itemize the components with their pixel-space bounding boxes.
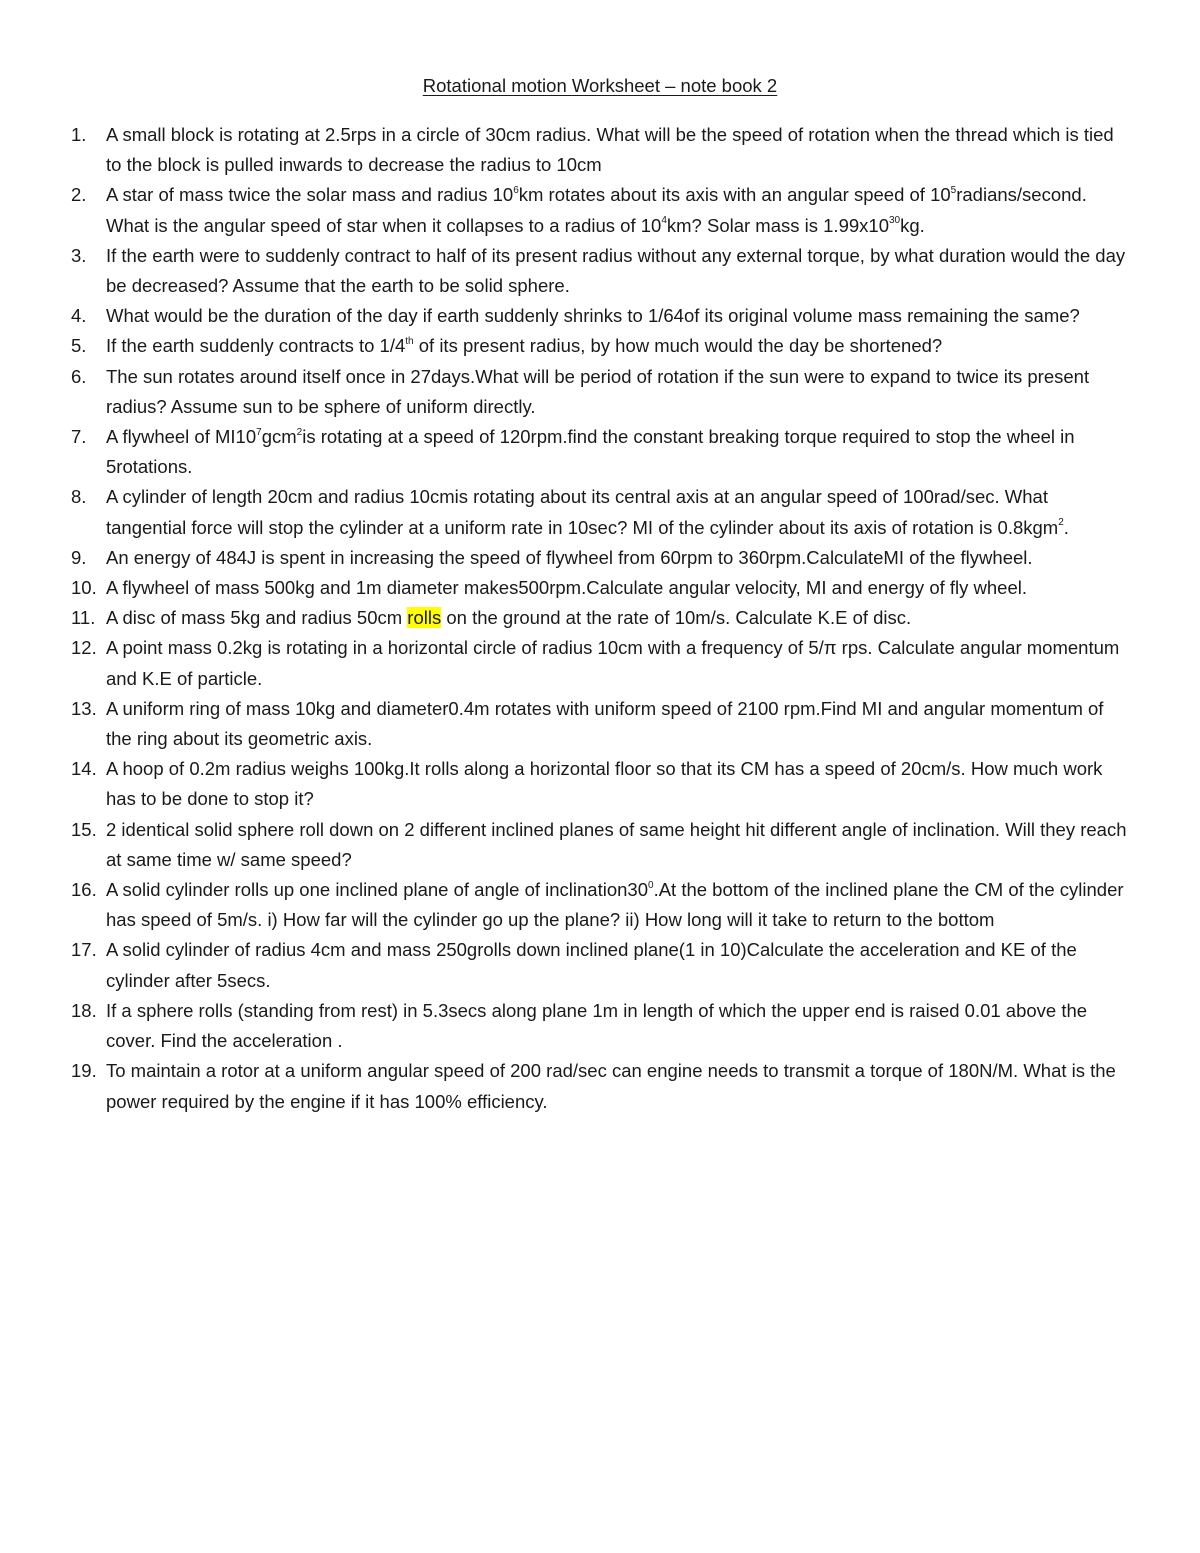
question-text: [106, 758, 1102, 809]
question-number: 15.: [71, 818, 97, 840]
question-text: [106, 698, 1103, 749]
text-run: The sun rotates around itself once in 27days.What will be period of rotation if the sun were to expand to twice its present radius? Assume sun to be sphere of uniform directly.: [106, 365, 1090, 417]
text-run: A solid cylinder of radius 4cm and mass 250grolls down inclined plane(1 in 10)Calculate the acceleration and KE of the cylinder after 5secs.: [106, 939, 1077, 991]
question-text: [106, 245, 1125, 296]
question-number: 12.: [71, 637, 97, 659]
text-run: is rotating at a speed of 120rpm.find the constant breaking torque required to stop the wheel in 5rotations.: [106, 426, 1075, 478]
question-text: [106, 577, 1027, 598]
text-run: A hoop of 0.2m radius weighs 100kg.It rolls along a horizontal floor so that its CM has a speed of 20cm/s. How much work has to be done to stop it?: [106, 758, 1103, 810]
superscript: th: [405, 336, 414, 348]
question-number: 16.: [71, 879, 97, 901]
question-text: [106, 1060, 1116, 1111]
superscript: 5: [950, 185, 957, 197]
question-number: 8.: [71, 486, 87, 508]
question-item: [0, 362, 1200, 422]
text-run: If the earth suddenly contracts to 1/4: [106, 335, 406, 357]
question-number: 5.: [71, 335, 87, 357]
superscript: 4: [661, 215, 667, 227]
question-text: [106, 305, 1080, 326]
question-number: 2.: [71, 184, 87, 206]
text-run: A flywheel of MI10: [106, 426, 257, 448]
question-item: [0, 301, 1200, 331]
question-item: [0, 180, 1200, 240]
question-number: 17.: [71, 939, 97, 961]
text-run: radians/second. What is the angular speed of star when it collapses to a radius of 10: [106, 184, 1087, 236]
question-text: [106, 335, 942, 356]
text-run: An energy of 484J is spent in increasing the speed of flywheel from 60rpm to 360rpm.CalculateMI of the flywheel.: [106, 546, 1033, 568]
question-number: 6.: [71, 365, 87, 387]
question-text: [106, 1000, 1087, 1051]
question-item: [0, 482, 1200, 542]
text-run: km rotates about its axis with an angular speed of 10: [518, 184, 951, 206]
question-item: [0, 543, 1200, 573]
text-run: A uniform ring of mass 10kg and diameter0.4m rotates with uniform speed of 2100 rpm.Find MI and angular momentum of the ring about its geometric axis.: [106, 697, 1104, 750]
text-run: A cylinder of length 20cm and radius 10cmis rotating about its central axis at an angular speed of 100rad/sec. What tangential force will stop the cylinder at a uniform rate in 10sec? MI of the cylinder about its axis of rotation is 0.8kgm: [106, 486, 1059, 538]
question-number: 10.: [71, 577, 97, 599]
text-run: What would be the duration of the day if earth suddenly shrinks to 1/64of its original volume mass remaining the same?: [106, 305, 1080, 327]
question-number: 3.: [71, 244, 87, 266]
text-run: kg.: [900, 214, 925, 236]
question-item: [0, 754, 1200, 814]
text-run: A star of mass twice the solar mass and radius 10: [106, 184, 514, 206]
text-run: of its present radius, by how much would the day be shortened?: [413, 335, 943, 357]
question-number: 4.: [71, 305, 87, 327]
question-item: [0, 331, 1200, 361]
text-run: gcm: [261, 426, 297, 448]
question-item: [0, 120, 1200, 180]
question-item: [0, 815, 1200, 875]
text-run: A solid cylinder rolls up one inclined plane of angle of inclination30: [106, 879, 648, 901]
question-item: [0, 935, 1200, 995]
question-text: [106, 819, 1127, 870]
superscript: 0: [648, 879, 654, 891]
superscript: 7: [256, 426, 262, 438]
question-number: 13.: [71, 697, 97, 719]
text-run: on the ground at the rate of 10m/s. Calculate K.E of disc.: [441, 607, 912, 629]
text-run: If the earth were to suddenly contract to half of its present radius without any external torque, by what duration would the day be decreased? Assume that the earth to be solid sphere.: [106, 244, 1126, 297]
text-run: .At the bottom of the inclined plane the CM of the cylinder has speed of 5m/s. i) How far will the cylinder go up the plane? ii) How long will it take to return to the bottom: [106, 879, 1124, 931]
question-number: 14.: [71, 758, 97, 780]
question-number: 18.: [71, 999, 97, 1021]
question-item: [0, 633, 1200, 693]
question-text: [106, 486, 1069, 537]
text-run: A point mass 0.2kg is rotating in a horizontal circle of radius 10cm with a frequency of 5/π rps. Calculate angular momentum and K.E of particle.: [106, 637, 1120, 689]
question-text: [106, 547, 1033, 568]
highlighted-word: rolls: [407, 607, 442, 629]
superscript: 6: [513, 185, 519, 197]
question-item: [0, 996, 1200, 1056]
question-text: [106, 426, 1075, 477]
text-run: .: [1063, 516, 1069, 538]
question-item: [0, 241, 1200, 301]
question-item: [0, 694, 1200, 754]
question-number: 9.: [71, 546, 87, 568]
question-item: [0, 603, 1200, 633]
superscript: 30: [888, 215, 901, 227]
page-title: Rotational motion Worksheet – note book 2: [422, 75, 778, 96]
text-run: km? Solar mass is 1.99x10: [666, 214, 889, 236]
question-number: 1.: [71, 124, 87, 145]
question-number: 11.: [71, 607, 96, 629]
question-text: [106, 879, 1124, 930]
question-text: [106, 124, 1114, 175]
question-text: [106, 939, 1077, 990]
question-text: [106, 637, 1119, 688]
question-text: [106, 184, 1087, 235]
question-item: [0, 422, 1200, 482]
question-text: [106, 366, 1089, 417]
text-run: A small block is rotating at 2.5rps in a circle of 30cm radius. What will be the speed of rotation when the thread which is tied to the block is pulled inwards to decrease the radius to 10cm: [106, 124, 1114, 176]
text-run: A disc of mass 5kg and radius 50cm: [106, 607, 408, 629]
text-run: A flywheel of mass 500kg and 1m diameter makes500rpm.Calculate angular velocity, MI and energy of fly wheel.: [106, 577, 1028, 599]
question-item: [0, 573, 1200, 603]
question-number: 7.: [71, 426, 87, 448]
superscript: 2: [1058, 517, 1064, 529]
text-run: If a sphere rolls (standing from rest) in 5.3secs along plane 1m in length of which the upper end is raised 0.01 above the cover. Find the acceleration .: [106, 999, 1088, 1052]
superscript: 2: [296, 426, 303, 438]
question-number: 19.: [71, 1060, 97, 1082]
question-item: [0, 875, 1200, 935]
text-run: 2 identical solid sphere roll down on 2 different inclined planes of same height hit different angle of inclination. Will they reach at same time w/ same speed?: [106, 818, 1127, 870]
text-run: To maintain a rotor at a uniform angular speed of 200 rad/sec can engine needs to transmit a torque of 180N/M. What is the power required by the engine if it has 100% efficiency.: [106, 1060, 1116, 1112]
question-item: [0, 1056, 1200, 1116]
question-text: [106, 607, 911, 628]
question-list: [0, 120, 1200, 1117]
